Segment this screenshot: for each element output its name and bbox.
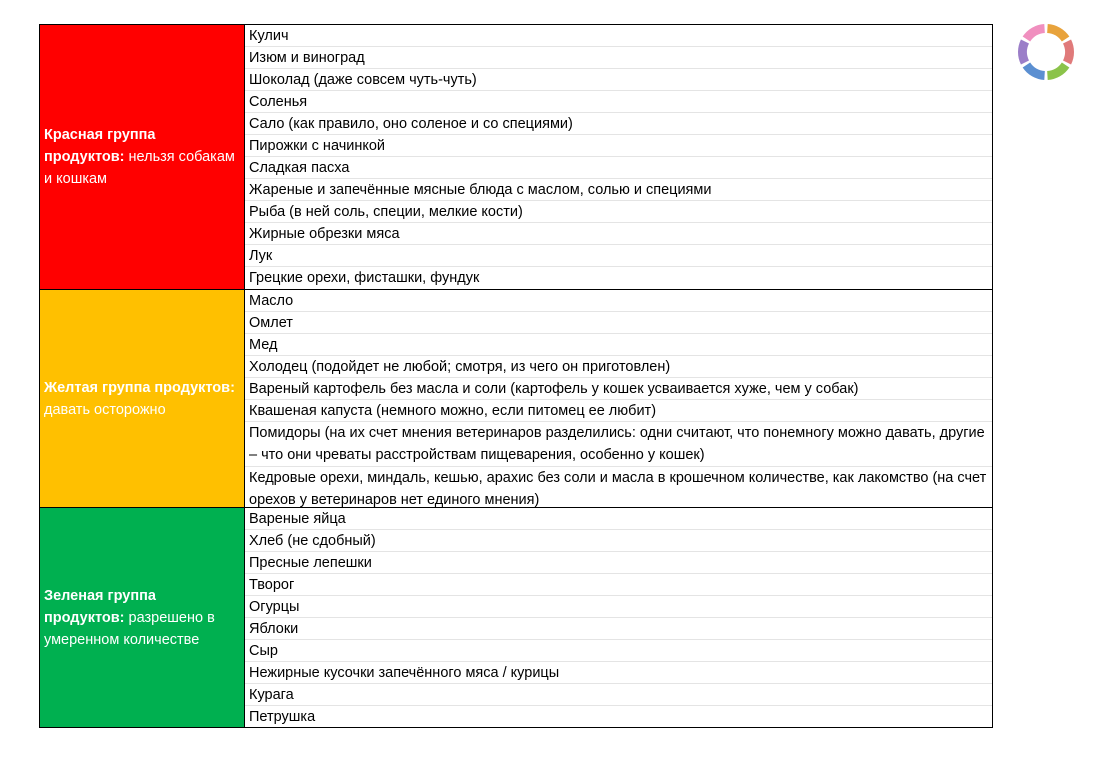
logo-segment [1026, 29, 1044, 39]
green-group-items [244, 508, 992, 727]
list-item: Омлет [245, 312, 992, 334]
logo-segment [1047, 65, 1065, 75]
list-item: Жареные и запечённые мясные блюда с маслом, солью и специями [245, 179, 992, 201]
list-item: Шоколад (даже совсем чуть-чуть) [245, 69, 992, 91]
list-item: Рыба (в ней соль, специи, мелкие кости) [245, 201, 992, 223]
yellow-group-title: Желтая группа продуктов: [44, 379, 235, 396]
logo-segment [1023, 42, 1025, 63]
food-groups-table [39, 24, 993, 728]
yellow-group-label [40, 290, 244, 507]
yellow-group-items [244, 290, 992, 507]
red-group-description: нельзя собакам и кошкам [44, 149, 235, 187]
list-item: Жирные обрезки мяса [245, 223, 992, 245]
list-item: Масло [245, 290, 992, 312]
yellow-group-description: давать осторожно [44, 401, 166, 418]
color-ring-logo-icon [1017, 23, 1075, 81]
red-group-label [40, 25, 244, 289]
list-item: Сладкая пасха [245, 157, 992, 179]
list-item: Хлеб (не сдобный) [245, 530, 992, 552]
list-item: Курага [245, 684, 992, 706]
list-item: Кулич [245, 25, 992, 47]
red-group [40, 25, 992, 290]
red-group-items [244, 25, 992, 289]
list-item: Сало (как правило, оно соленое и со специями) [245, 113, 992, 135]
list-item: Помидоры (на их счет мнения ветеринаров разделились: одни считают, что понемногу можно давать, другие – что они чреваты расстройствам пищеварения, особенно у кошек) [245, 422, 992, 467]
list-item: Вареный картофель без масла и соли (картофель у кошек усваивается хуже, чем у собак) [245, 378, 992, 400]
list-item: Пирожки с начинкой [245, 135, 992, 157]
list-item: Соленья [245, 91, 992, 113]
green-group-label [40, 508, 244, 727]
logo-segment [1067, 42, 1069, 63]
list-item: Грецкие орехи, фисташки, фундук [249, 270, 480, 286]
list-item: Творог [245, 574, 992, 596]
list-item: Мед [245, 334, 992, 356]
list-item: Изюм и виноград [245, 47, 992, 69]
logo-segment [1026, 65, 1044, 75]
green-group-description: разрешено в умеренном количестве [44, 609, 215, 648]
list-item: Холодец (подойдет не любой; смотря, из чего он приготовлен) [245, 356, 992, 378]
list-item: Сыр [245, 640, 992, 662]
list-item: Петрушка [249, 709, 316, 725]
red-group-title: Красная группа продуктов: [44, 127, 156, 165]
green-group [40, 508, 992, 727]
green-group-title: Зеленая группа продуктов: [44, 587, 156, 626]
list-item: Огурцы [245, 596, 992, 618]
list-item: Вареные яйца [245, 508, 992, 530]
list-item: Кедровые орехи, миндаль, кешью, арахис без соли и масла в крошечном количестве, как лакомство (на счет орехов у ветеринаров нет единого мнения) [249, 470, 987, 508]
list-item: Квашеная капуста (немного можно, если питомец ее любит) [245, 400, 992, 422]
list-item: Лук [245, 245, 992, 267]
list-item: Пресные лепешки [245, 552, 992, 574]
list-item: Яблоки [245, 618, 992, 640]
logo-segment [1047, 29, 1065, 39]
list-item: Нежирные кусочки запечённого мяса / курицы [245, 662, 992, 684]
yellow-group [40, 290, 992, 508]
